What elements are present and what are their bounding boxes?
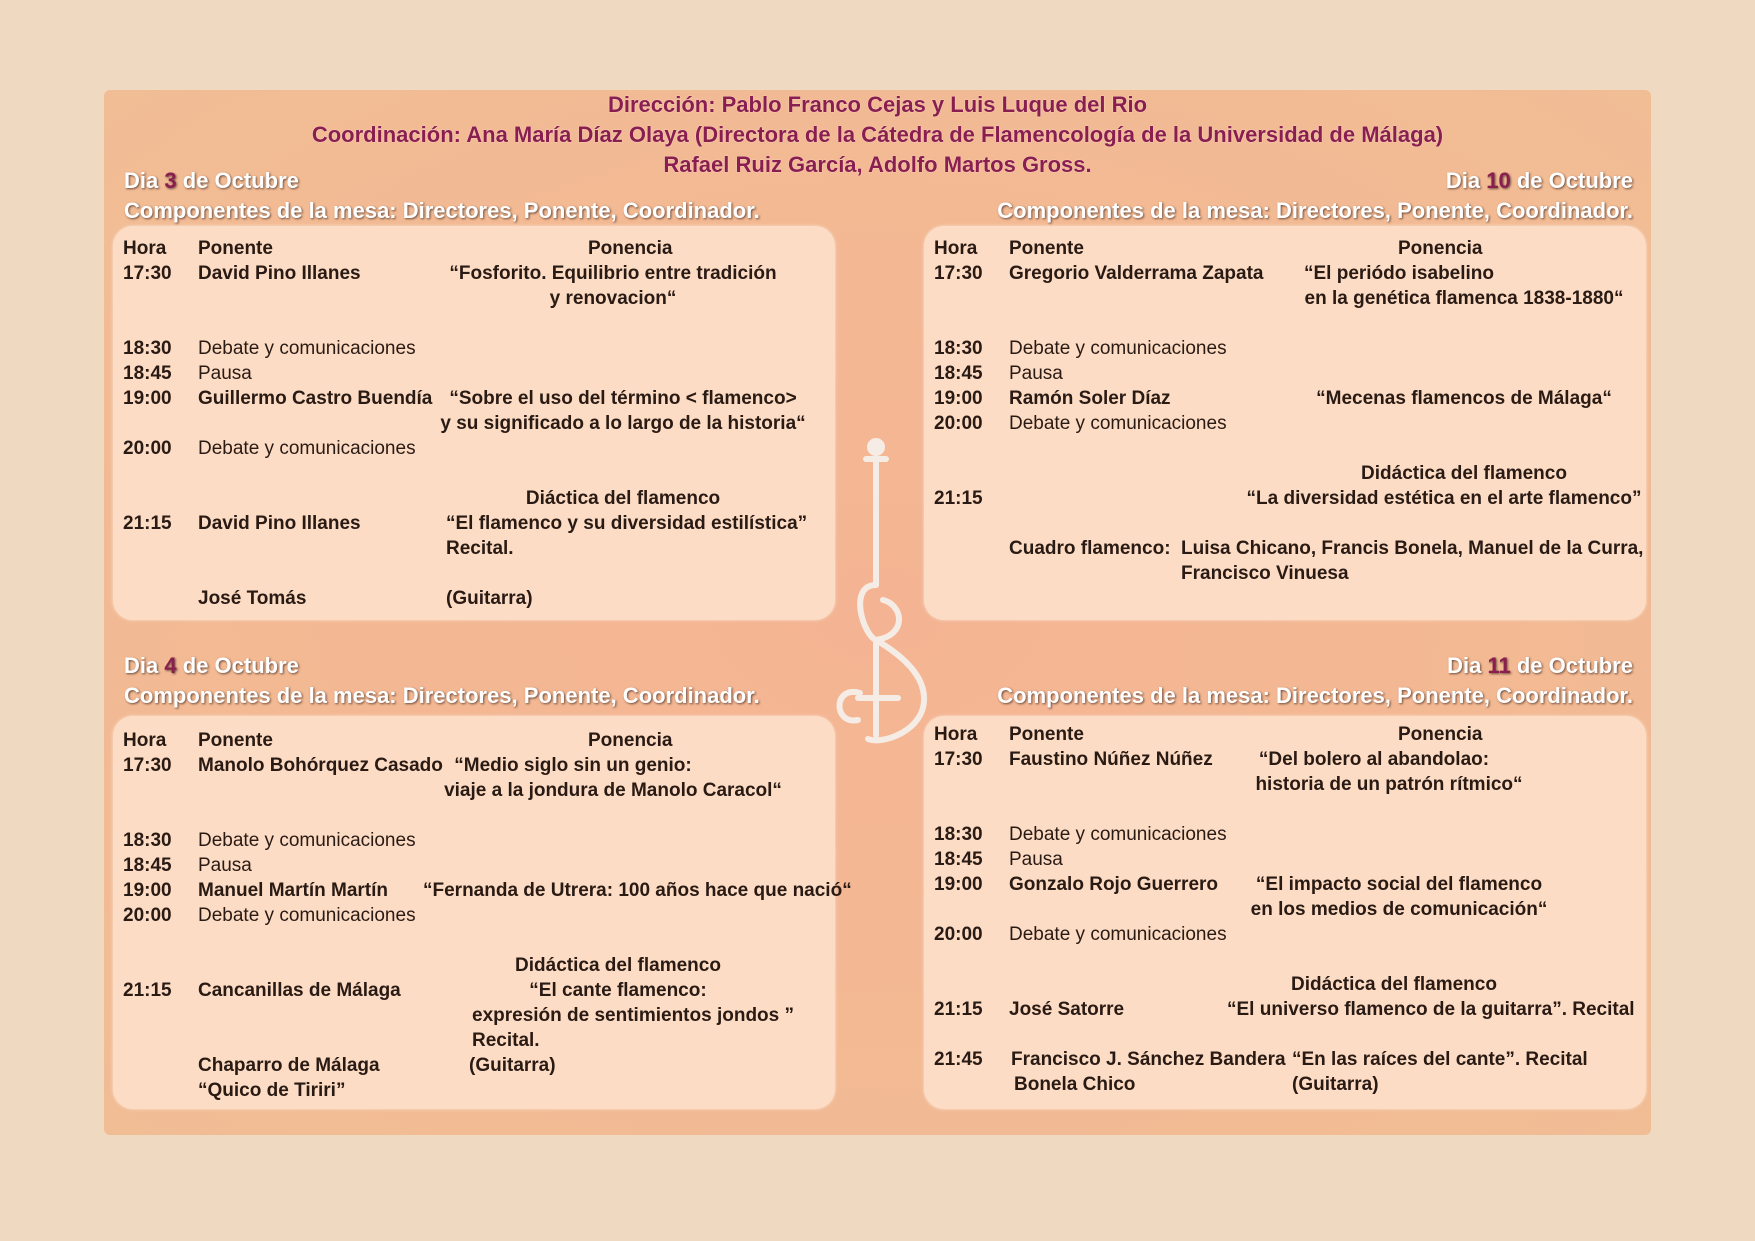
section-title: Didáctica del flamenco [1291,974,1497,995]
talk-title: “Mecenas flamencos de Málaga“ [1316,388,1612,409]
ponente-header: Ponente [198,238,273,259]
time: 19:00 [934,874,983,895]
header-direccion: Dirección: Pablo Franco Cejas y Luis Luque del Rio [607,92,1148,117]
activity: Pausa [1009,849,1063,870]
talk-title: historia de un patrón rítmico“ [1255,774,1523,795]
speaker: Francisco J. Sánchez Bandera [1011,1049,1286,1070]
talk-title: viaje a la jondura de Manolo Caracol“ [444,780,782,801]
talk-title: expresión de sentimientos jondos ” [472,1005,795,1026]
day4-componentes: Componentes de la mesa: Directores, Ponente, Coordinador. [124,683,760,708]
talk-title: “La diversidad estética en el arte flamenco” [1246,488,1642,509]
header [104,90,1651,180]
activity: Pausa [198,363,252,384]
time: 21:15 [934,488,983,509]
guitar-ornament-icon [828,435,938,750]
talk-title: en los medios de comunicación“ [1250,899,1548,920]
speaker: Guillermo Castro Buendía [198,388,433,409]
activity: Pausa [198,855,252,876]
time: 20:00 [934,413,983,434]
day10-schedule-box [924,226,1646,620]
day10-title: Dia 10 de Octubre [1445,168,1633,193]
ponencia-header: Ponencia [588,238,673,259]
hora-header: Hora [123,730,167,751]
speaker: David Pino Illanes [198,263,361,284]
speaker: Manuel Martín Martín [198,880,389,901]
time: 18:30 [934,338,983,359]
talk-title: “El flamenco y su diversidad estilística” [446,513,808,534]
time: 19:00 [934,388,983,409]
day11-title: Dia 11 de Octubre [1447,653,1633,678]
talk-title: “El impacto social del flamenco [1255,874,1543,895]
hora-header: Hora [934,238,978,259]
activity: Debate y comunicaciones [198,905,416,926]
ponencia-header: Ponencia [588,730,673,751]
talk-title: “El periódo isabelino [1303,263,1495,284]
speaker: Gregorio Valderrama Zapata [1009,263,1264,284]
time: 17:30 [934,749,983,770]
time: 17:30 [123,755,172,776]
activity: Debate y comunicaciones [198,338,416,359]
time: 21:15 [123,980,172,1001]
cuadro-label: Cuadro flamenco: [1009,538,1171,559]
day3-number: 3 [164,168,177,193]
day4-title: Dia 4 de Octubre [124,653,299,678]
ponencia-header: Ponencia [1398,238,1483,259]
activity: Debate y comunicaciones [198,438,416,459]
day4-number: 4 [164,653,177,678]
talk-title: “En las raíces del cante”. Recital [1292,1049,1588,1070]
activity: Debate y comunicaciones [1009,338,1227,359]
performers: Luisa Chicano, Francis Bonela, Manuel de la Curra, [1181,538,1644,559]
time: 18:30 [123,830,172,851]
speaker: Cancanillas de Málaga [198,980,401,1001]
performer-role: (Guitarra) [1292,1074,1379,1095]
time: 20:00 [123,905,172,926]
activity: Debate y comunicaciones [198,830,416,851]
day3-title: Dia 3 de Octubre [124,168,299,193]
day4-schedule-box [113,716,852,1109]
performer-role: (Guitarra) [469,1055,556,1076]
talk-title: en la genética flamenca 1838-1880“ [1304,288,1624,309]
section-title: Didáctica del flamenco [515,955,721,976]
speaker: Gonzalo Rojo Guerrero [1009,874,1219,895]
ponente-header: Ponente [198,730,273,751]
performer: Bonela Chico [1014,1074,1136,1095]
day11-number: 11 [1487,653,1511,678]
speaker: José Satorre [1009,999,1125,1020]
talk-title: “Medio siglo sin un genio: [454,755,692,776]
activity: Debate y comunicaciones [1009,824,1227,845]
time: 17:30 [123,263,172,284]
talk-title: y su significado a lo largo de la historia“ [440,413,806,434]
day3-schedule-box [113,226,835,620]
speaker: Manolo Bohórquez Casado [198,755,443,776]
time: 18:45 [123,363,172,384]
section-title: Diáctica del flamenco [525,488,721,509]
talk-title: “Sobre el uso del término < flamenco> [449,388,797,409]
time: 18:30 [934,824,983,845]
talk-note: Recital. [446,538,514,559]
time: 18:30 [123,338,172,359]
performer: “Quico de Tiriri” [198,1080,346,1101]
activity: Debate y comunicaciones [1009,924,1227,945]
talk-title: “Del bolero al abandolao: [1258,749,1490,770]
talk-note: Recital. [472,1030,540,1051]
time: 19:00 [123,388,172,409]
day11-componentes: Componentes de la mesa: Directores, Ponente, Coordinador. [997,683,1633,708]
talk-title: “El universo flamenco de la guitarra”. Recital [1227,999,1635,1020]
time: 20:00 [934,924,983,945]
section-title: Didáctica del flamenco [1361,463,1567,484]
header-coordinators: Rafael Ruiz García, Adolfo Martos Gross. [663,152,1092,177]
talk-title: y renovacion“ [549,288,677,309]
hora-header: Hora [123,238,167,259]
day11-schedule-box [924,716,1646,1109]
time: 21:15 [123,513,172,534]
talk-title: “El cante flamenco: [529,980,707,1001]
header-coordinacion: Coordinación: Ana María Díaz Olaya (Directora de la Cátedra de Flamencología de la Universidad de Málaga) [311,122,1444,147]
performers: Francisco Vinuesa [1181,563,1349,584]
ponente-header: Ponente [1009,724,1084,745]
time: 18:45 [123,855,172,876]
talk-title: “Fernanda de Utrera: 100 años hace que nació“ [423,880,852,901]
hora-header: Hora [934,724,978,745]
time: 21:15 [934,999,983,1020]
ponente-header: Ponente [1009,238,1084,259]
time: 18:45 [934,363,983,384]
time: 21:45 [934,1049,983,1070]
performer: Chaparro de Málaga [198,1055,380,1076]
day10-componentes: Componentes de la mesa: Directores, Ponente, Coordinador. [997,198,1633,223]
activity: Debate y comunicaciones [1009,413,1227,434]
performer: José Tomás [198,588,307,609]
time: 19:00 [123,880,172,901]
performer-role: (Guitarra) [446,588,533,609]
speaker: Ramón Soler Díaz [1009,388,1171,409]
time: 20:00 [123,438,172,459]
time: 17:30 [934,263,983,284]
speaker: Faustino Núñez Núñez [1009,749,1213,770]
day3-componentes: Componentes de la mesa: Directores, Ponente, Coordinador. [124,198,760,223]
speaker: David Pino Illanes [198,513,361,534]
talk-title: “Fosforito. Equilibrio entre tradición [449,263,777,284]
day10-number: 10 [1486,168,1511,193]
time: 18:45 [934,849,983,870]
activity: Pausa [1009,363,1063,384]
ponencia-header: Ponencia [1398,724,1483,745]
